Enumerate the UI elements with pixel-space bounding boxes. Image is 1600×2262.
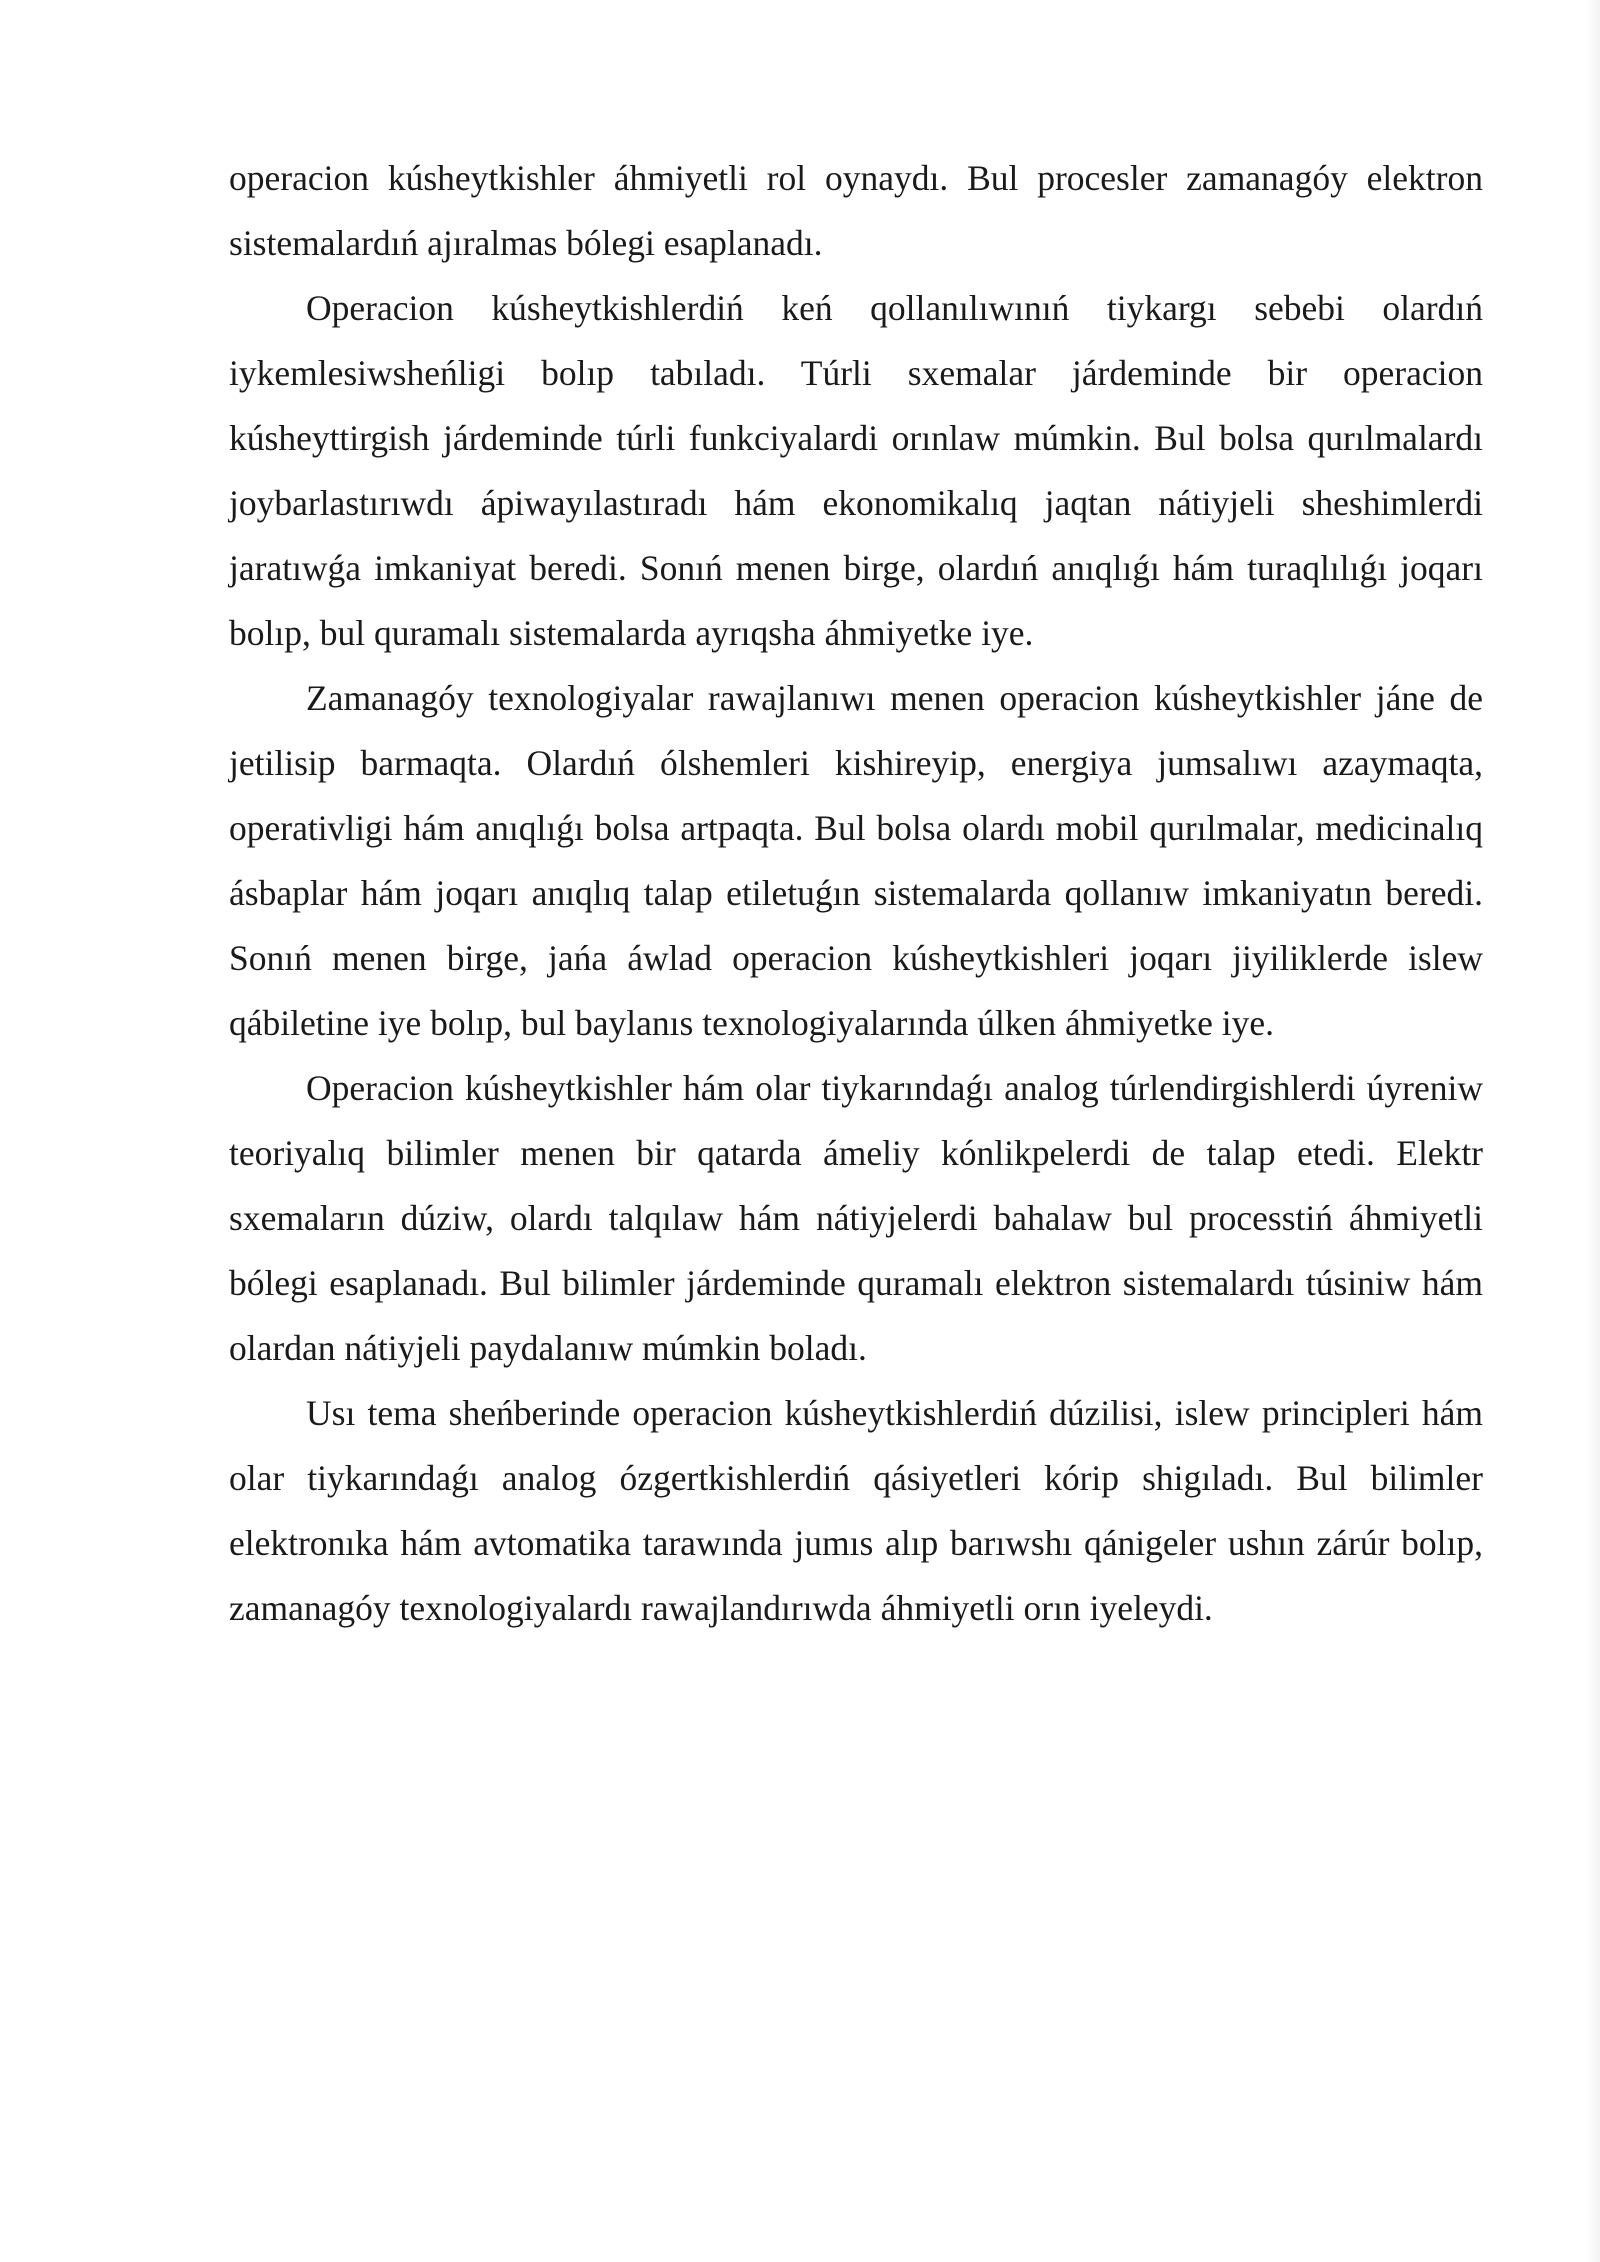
paragraph-applications: Operacion kúsheytkishlerdiń keń qollanılıwınıń tiykargı sebebi olardıń iykemlesiwsheńligi bolıp tabıladı. Túrli sxemalar járdeminde bir operacion kúsheyttirgish járdeminde túrli funkciyalardi orınlaw múmkin. Bul bolsa qurılmalardı joybarlastırıwdı ápiwayılastıradı hám ekonomikalıq jaqtan nátiyjeli sheshimlerdi jaratıwǵa imkaniyat beredi. Sonıń menen birge, olardıń anıqlıǵı hám turaqlılıǵı joqarı bolıp, bul quramalı sistemalarda ayrıqsha áhmiyetke iye. (229, 288, 1483, 653)
paragraph-modern-technology: Zamanagóy texnologiyalar rawajlanıwı menen operacion kúsheytkishler jáne de jetilisip barmaqta. Olardıń ólshemleri kishireyip, energiya jumsalıwı azaymaqta, operativligi hám anıqlıǵı bolsa artpaqta. Bul bolsa olardı mobil qurılmalar, medicinalıq ásbaplar hám joqarı anıqlıq talap etiletuǵın sistemalarda qollanıw imkaniyatın beredi. Sonıń menen birge, jańa áwlad operacion kúsheytkishleri joqarı jiyiliklerde islew qábiletine iye bolıp, bul baylanıs texnologiyalarında úlken áhmiyetke iye. (229, 678, 1483, 1043)
document-body (229, 146, 1483, 1641)
paragraph-topic-scope: Usı tema sheńberinde operacion kúsheytkishlerdiń dúzilisi, islew principleri hám olar tiykarındaǵı analog ózgertkishlerdiń qásiyetleri kórip shigıladı. Bul bilimler elektronıka hám avtomatika tarawında jumıs alıp barıwshı qánigeler ushın zárúr bolıp, zamanagóy texnologiyalardı rawajlandırıwda áhmiyetli orın iyeleydi. (229, 1393, 1483, 1628)
paragraph-continuation: operacion kúsheytkishler áhmiyetli rol oynaydı. Bul procesler zamanagóy elektron sistemalardıń ajıralmas bólegi esaplanadı. (229, 158, 1483, 263)
page-edge-shadow (1586, 0, 1600, 2262)
paragraph-study: Operacion kúsheytkishler hám olar tiykarındaǵı analog túrlendirgishlerdi úyreniw teoriyalıq bilimler menen bir qatarda ámeliy kónlikpelerdi de talap etedi. Elektr sxemaların dúziw, olardı talqılaw hám nátiyjelerdi bahalaw bul processtiń áhmiyetli bólegi esaplanadı. Bul bilimler járdeminde quramalı elektron sistemalardı túsiniw hám olardan nátiyjeli paydalanıw múmkin boladı. (229, 1068, 1483, 1368)
